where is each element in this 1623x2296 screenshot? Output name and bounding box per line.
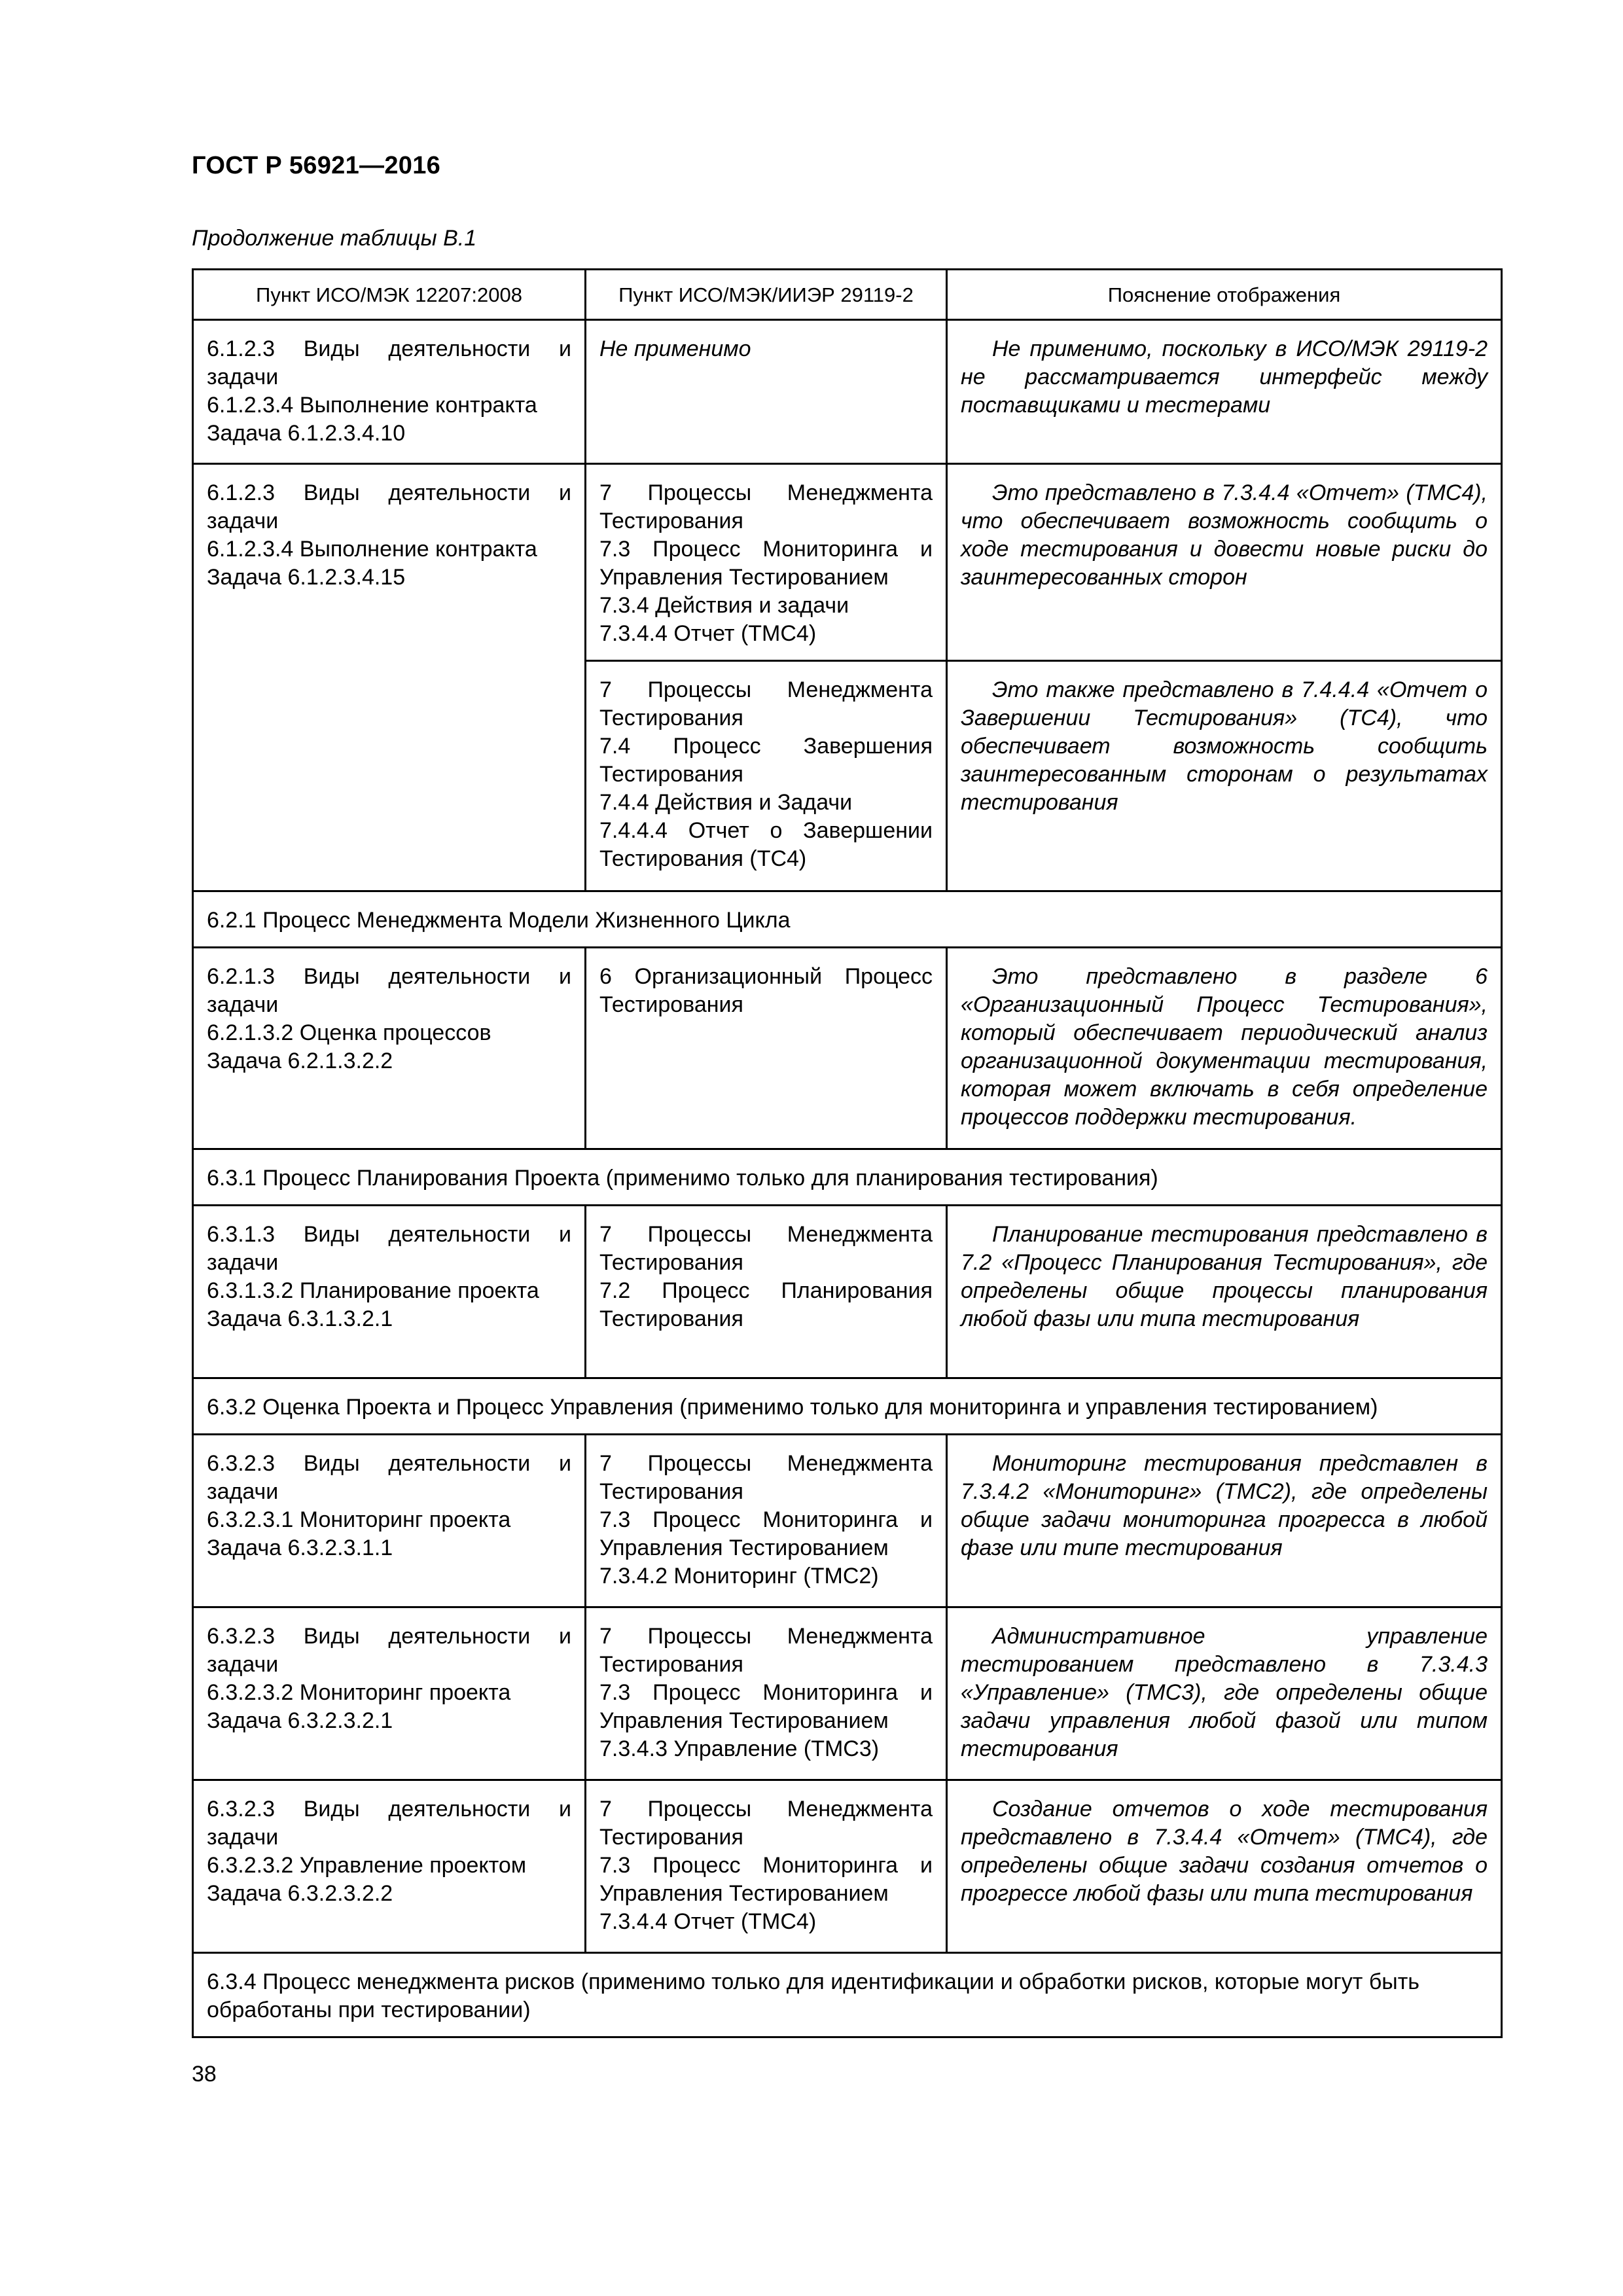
explanation-cell [947,1435,1502,1607]
cell-line: 6.3.1.3 Виды деятельности и задачи [207,1222,571,1275]
table-row [193,948,1502,1149]
explanation-cell [947,320,1502,464]
cell-line: 7.3 Процесс Мониторинга и Управления Тестированием [599,1853,933,1906]
cell-line: 6.1.2.3 Виды деятельности и задачи [207,336,571,389]
cell-line: 7.2 Процесс Планирования Тестирования [599,1278,933,1331]
iso29119-cell [586,661,947,891]
iso12207-cell [193,948,586,1149]
cell-line: 7.3.4.4 Отчет (TMC4) [599,621,817,646]
cell-line: Задача 6.1.2.3.4.15 [207,565,406,590]
iso29119-cell [586,1206,947,1378]
column-header-explanation: Пояснение отображения [947,270,1502,320]
cell-line: 7.3.4.3 Управление (TMC3) [599,1736,880,1761]
cell-line: 7.3.4.4 Отчет (TMC4) [599,1909,817,1934]
cell-line: 6.3.2.3 Виды деятельности и задачи [207,1451,571,1504]
iso29119-cell [586,1607,947,1780]
explanation-cell [947,1780,1502,1953]
section-row [193,891,1502,948]
cell-line: Задача 6.2.1.3.2.2 [207,1049,393,1073]
cell-line: 6.2.1.3.2 Оценка процессов [207,1020,491,1045]
explanation-text: Планирование тестирования представлено в 7.2 «Процесс Планирования Тестирования», где определены общие процессы планирования любой фазы или типа тестирования [961,1222,1488,1331]
section-heading: 6.2.1 Процесс Менеджмента Модели Жизненного Цикла [193,891,1502,948]
cell-line: 7 Процессы Менеджмента Тестирования [599,480,933,533]
document-header: ГОСТ Р 56921—2016 [192,152,441,179]
explanation-text: Это также представлено в 7.4.4.4 «Отчет о Завершении Тестирования» (ТС4), что обеспечивает возможность сообщить заинтересованным сторонам о результатах тестирования [961,677,1488,815]
cell-line: 7.3 Процесс Мониторинга и Управления Тестированием [599,1680,933,1733]
iso29119-cell [586,1435,947,1607]
cell-line: 6.3.2.3.2 Мониторинг проекта [207,1680,511,1705]
table-header-row [193,270,1502,320]
iso29119-cell [586,464,947,661]
explanation-text: Это представлено в разделе 6 «Организационный Процесс Тестирования», который обеспечивает периодический анализ организационной документации тестирования, которая может включать в себя определение процессов поддержки тестирования. [961,964,1488,1130]
iso29119-cell [586,948,947,1149]
cell-line: Задача 6.3.2.3.1.1 [207,1535,393,1560]
cell-line: Задача 6.3.2.3.2.2 [207,1881,393,1906]
section-row [193,1378,1502,1435]
cell-line: 6.3.2.3 Виды деятельности и задачи [207,1797,571,1850]
cell-line: Задача 6.1.2.3.4.10 [207,421,406,446]
cell-line: Задача 6.3.1.3.2.1 [207,1306,393,1331]
explanation-cell [947,1607,1502,1780]
column-header-iso29119: Пункт ИСО/МЭК/ИИЭР 29119-2 [586,270,947,320]
cell-line: 6.2.1.3 Виды деятельности и задачи [207,964,571,1017]
mapping-table [192,268,1503,2038]
cell-line: 7.3 Процесс Мониторинга и Управления Тестированием [599,1507,933,1560]
explanation-cell [947,661,1502,891]
table-row [193,1607,1502,1780]
cell-line: Задача 6.3.2.3.2.1 [207,1708,393,1733]
iso29119-cell [586,1780,947,1953]
section-heading: 6.3.2 Оценка Проекта и Процесс Управления (применимо только для мониторинга и управления тестированием) [193,1378,1502,1435]
section-heading: 6.3.4 Процесс менеджмента рисков (применимо только для идентификации и обработки рисков, которые могут быть обработаны при тестировании) [193,1953,1502,2037]
iso12207-cell [193,464,586,891]
cell-line: Не применимо [599,336,751,361]
explanation-cell [947,948,1502,1149]
cell-line: 7.4 Процесс Завершения Тестирования [599,734,933,787]
explanation-cell [947,464,1502,661]
table-row [193,320,1502,464]
cell-line: 7.3.4.2 Мониторинг (TMC2) [599,1564,879,1588]
explanation-cell [947,1206,1502,1378]
explanation-text: Не применимо, поскольку в ИСО/МЭК 29119-2 не рассматривается интерфейс между поставщиками и тестерами [961,336,1488,418]
cell-line: 6 Организационный Процесс Тестирования [599,964,933,1017]
cell-line: 6.3.2.3 Виды деятельности и задачи [207,1624,571,1677]
cell-line: 7 Процессы Менеджмента Тестирования [599,677,933,730]
section-row [193,1953,1502,2037]
table-row [193,1780,1502,1953]
table-row [193,1435,1502,1607]
table-caption: Продолжение таблицы В.1 [192,226,477,251]
cell-line: 6.1.2.3.4 Выполнение контракта [207,537,537,562]
page-number: 38 [192,2062,217,2087]
cell-line: 7 Процессы Менеджмента Тестирования [599,1797,933,1850]
cell-line: 6.1.2.3.4 Выполнение контракта [207,393,537,418]
iso12207-cell [193,1435,586,1607]
column-header-iso12207: Пункт ИСО/МЭК 12207:2008 [193,270,586,320]
iso12207-cell [193,320,586,464]
cell-line: 7.4.4 Действия и Задачи [599,790,853,815]
table-row [193,464,1502,661]
explanation-text: Это представлено в 7.3.4.4 «Отчет» (TMC4), что обеспечивает возможность сообщить о ходе тестирования и довести новые риски до заинтересованных сторон [961,480,1488,590]
cell-line: 6.3.2.3.1 Мониторинг проекта [207,1507,511,1532]
cell-line: 6.3.2.3.2 Управление проектом [207,1853,527,1878]
iso29119-cell [586,320,947,464]
explanation-text: Административное управление тестированием представлено в 7.3.4.3 «Управление» (TMC3), где определены общие задачи управления любой фазой или типом тестирования [961,1624,1488,1761]
explanation-text: Создание отчетов о ходе тестирования представлено в 7.3.4.4 «Отчет» (TMC4), где определены общие задачи создания отчетов о прогрессе любой фазы или типа тестирования [961,1797,1488,1906]
section-heading: 6.3.1 Процесс Планирования Проекта (применимо только для планирования тестирования) [193,1149,1502,1206]
cell-line: 7.3 Процесс Мониторинга и Управления Тестированием [599,537,933,590]
cell-line: 6.1.2.3 Виды деятельности и задачи [207,480,571,533]
section-row [193,1149,1502,1206]
iso12207-cell [193,1607,586,1780]
table-row [193,1206,1502,1378]
cell-line: 7 Процессы Менеджмента Тестирования [599,1624,933,1677]
iso12207-cell [193,1780,586,1953]
cell-line: 6.3.1.3.2 Планирование проекта [207,1278,539,1303]
iso12207-cell [193,1206,586,1378]
cell-line: 7.3.4 Действия и задачи [599,593,849,618]
cell-line: 7 Процессы Менеджмента Тестирования [599,1222,933,1275]
explanation-text: Мониторинг тестирования представлен в 7.3.4.2 «Мониторинг» (TMC2), где определены общие задачи мониторинга прогресса в любой фазе или типе тестирования [961,1451,1488,1560]
cell-line: 7.4.4.4 Отчет о Завершении Тестирования (ТС4) [599,818,933,871]
cell-line: 7 Процессы Менеджмента Тестирования [599,1451,933,1504]
